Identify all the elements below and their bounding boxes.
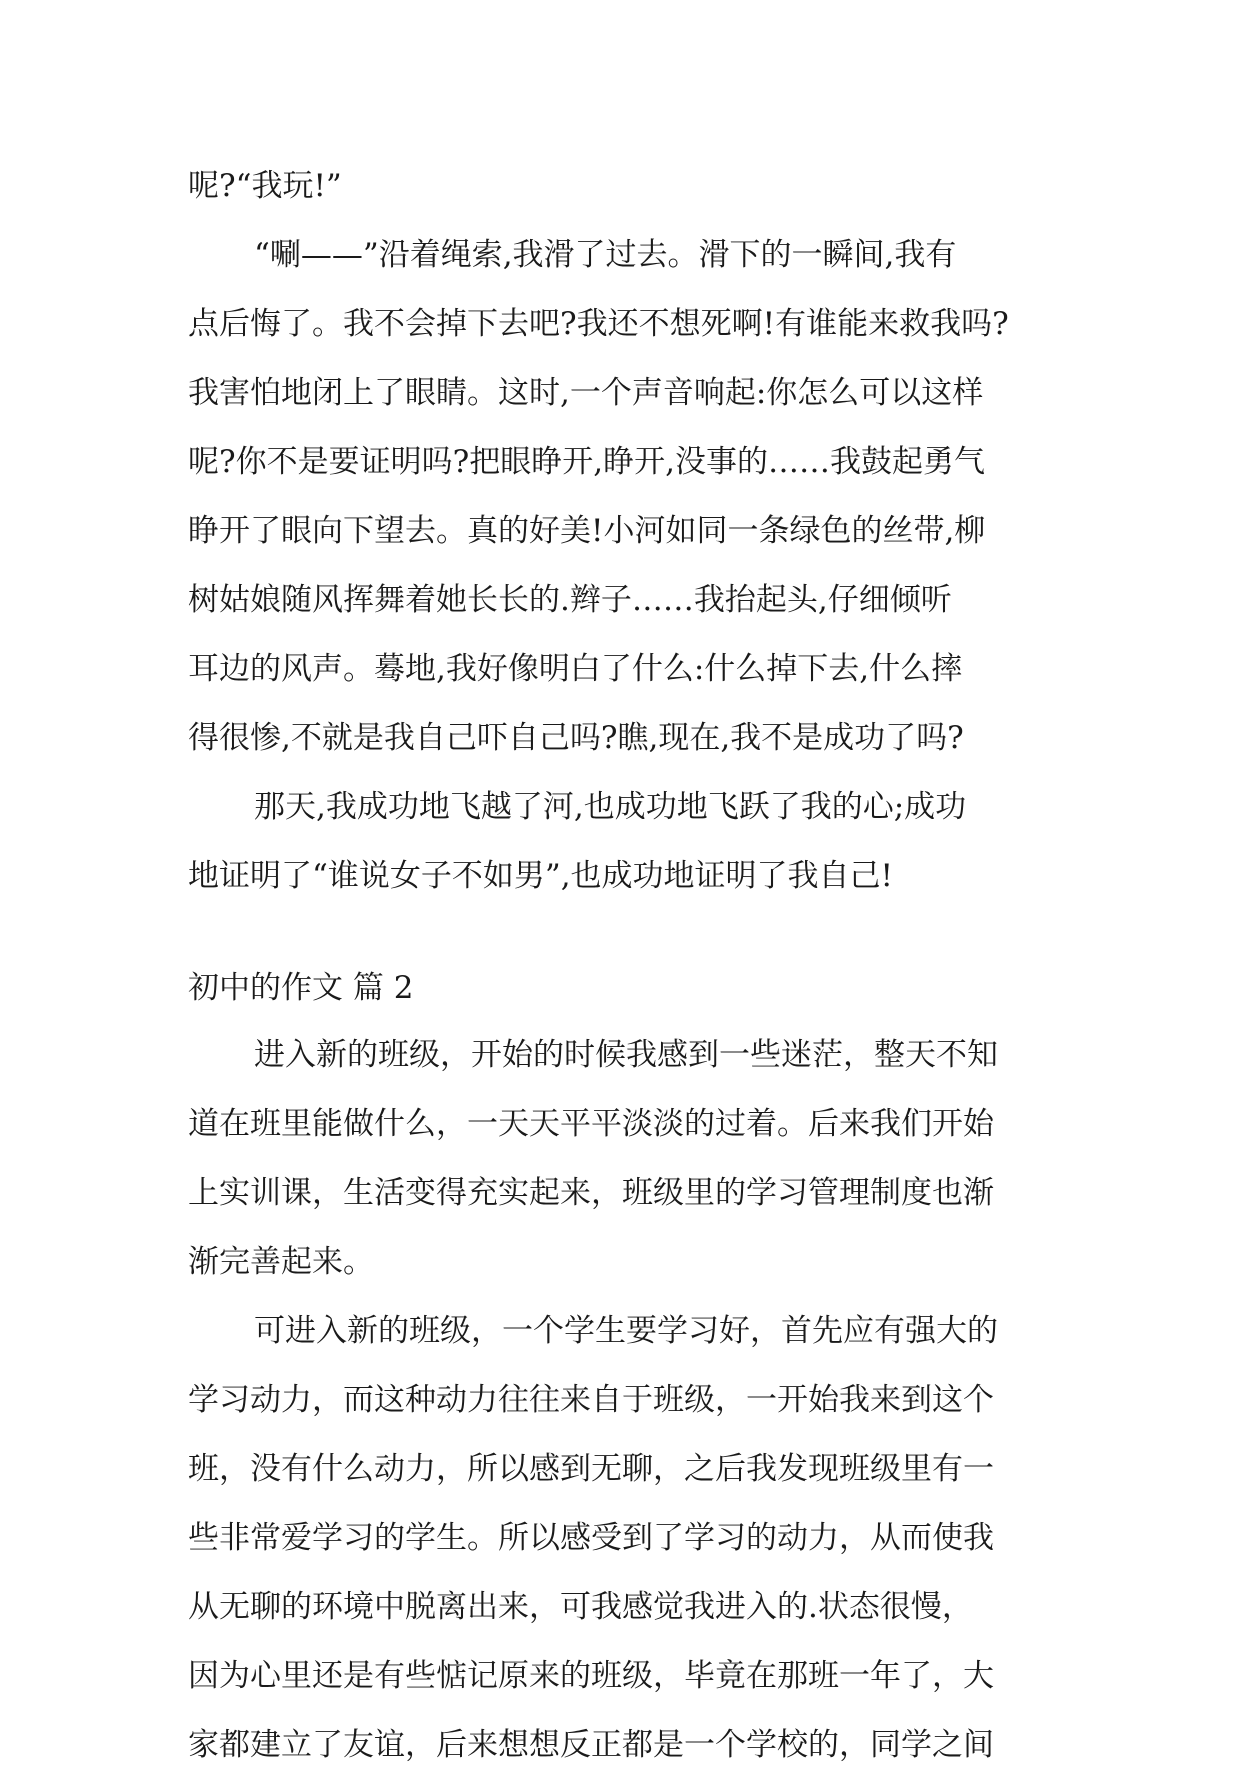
text-line: 渐完善起来。 bbox=[188, 1244, 374, 1280]
text-line: 呢?“我玩!” bbox=[188, 168, 342, 204]
text-line: 我害怕地闭上了眼睛。这时,一个声音响起:你怎么可以这样 bbox=[188, 375, 984, 411]
text-line: 地证明了“谁说女子不如男”,也成功地证明了我自己! bbox=[188, 858, 894, 894]
paragraph-start: 那天,我成功地飞越了河,也成功地飞跃了我的心;成功 bbox=[254, 789, 967, 825]
paragraph-start: 进入新的班级，开始的时候我感到一些迷茫，整天不知 bbox=[254, 1037, 998, 1073]
text-line: 呢?你不是要证明吗?把眼睁开,睁开,没事的……我鼓起勇气 bbox=[188, 444, 985, 480]
text-line: 从无聊的环境中脱离出来，可我感觉我进入的.状态很慢， bbox=[188, 1589, 973, 1625]
text-line: 因为心里还是有些惦记原来的班级，毕竟在那班一年了，大 bbox=[188, 1658, 994, 1694]
text-line: 些非常爱学习的学生。所以感受到了学习的动力，从而使我 bbox=[188, 1520, 994, 1556]
text-line: 点后悔了。我不会掉下去吧?我还不想死啊!有谁能来救我吗? bbox=[188, 306, 1009, 342]
paragraph-start: 可进入新的班级，一个学生要学习好，首先应有强大的 bbox=[254, 1313, 998, 1349]
text-line: 班，没有什么动力，所以感到无聊，之后我发现班级里有一 bbox=[188, 1451, 994, 1487]
text-line: 睁开了眼向下望去。真的好美!小河如同一条绿色的丝带,柳 bbox=[188, 513, 986, 549]
text-line: 道在班里能做什么，一天天平平淡淡的过着。后来我们开始 bbox=[188, 1106, 994, 1142]
text-line: 家都建立了友谊，后来想想反正都是一个学校的，同学之间 bbox=[188, 1727, 994, 1763]
text-line: 学习动力，而这种动力往往来自于班级，一开始我来到这个 bbox=[188, 1382, 994, 1418]
text-line: 耳边的风声。蓦地,我好像明白了什么:什么掉下去,什么摔 bbox=[188, 651, 963, 687]
section-gap bbox=[188, 911, 1048, 955]
text-line: 树姑娘随风挥舞着她长长的.辫子……我抬起头,仔细倾听 bbox=[188, 582, 952, 618]
document-body bbox=[188, 152, 1048, 1780]
text-line: 得很惨,不就是我自己吓自己吗?瞧,现在,我不是成功了吗? bbox=[188, 720, 964, 756]
paragraph-start: “唰——”沿着绳索,我滑了过去。滑下的一瞬间,我有 bbox=[254, 237, 957, 273]
text-line: 上实训课，生活变得充实起来，班级里的学习管理制度也渐 bbox=[188, 1175, 994, 1211]
section-heading: 初中的作文 篇 2 bbox=[188, 970, 414, 1006]
